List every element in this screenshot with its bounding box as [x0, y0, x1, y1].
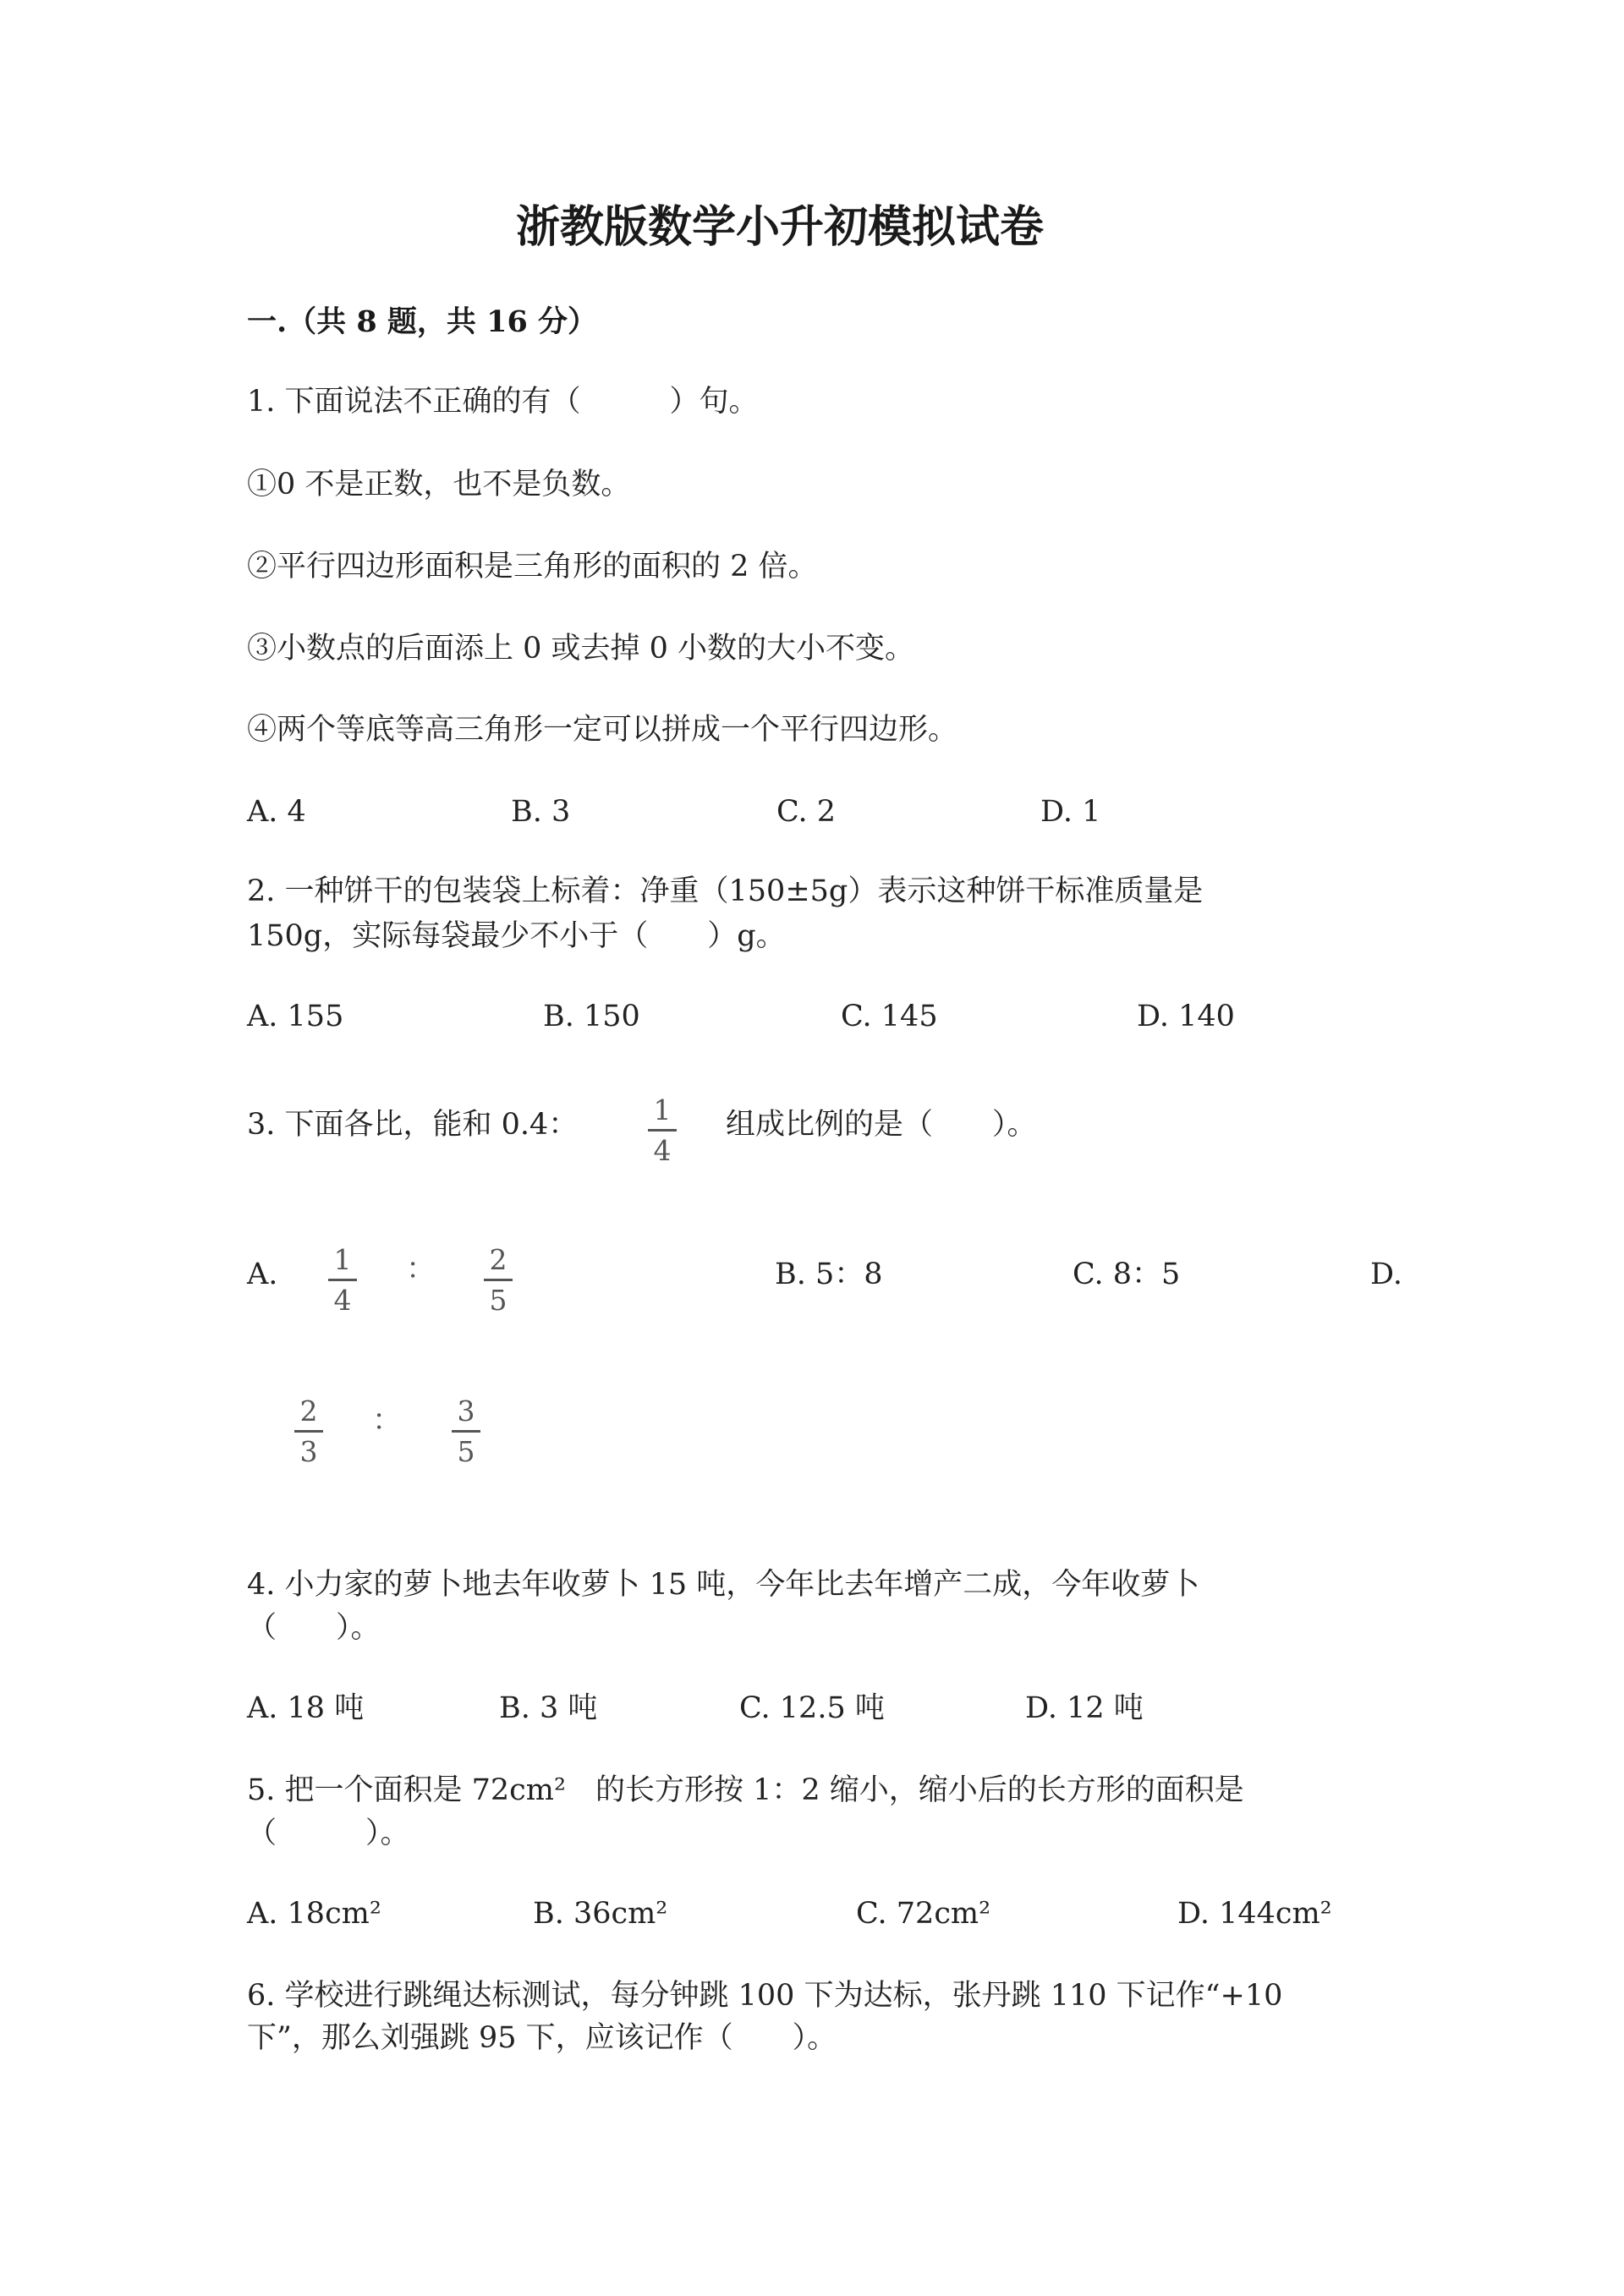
option-d: D. 140 — [1137, 1000, 1235, 1033]
option-a: A. 155 — [247, 1000, 344, 1033]
question-stem-line-2: 下”，那么刘强跳 95 下，应该记作（ ）。 — [247, 2021, 837, 2055]
option-c: C. 2 — [776, 795, 837, 829]
option-b: B. 3 吨 — [499, 1691, 598, 1725]
option-d: D. 144cm² — [1177, 1897, 1332, 1931]
question-stem-line-1: 6. 学校进行跳绳达标测试，每分钟跳 100 下为达标，张丹跳 110 下记作“+10 — [247, 1979, 1283, 2013]
section-heading: 一.（共 8 题，共 16 分） — [247, 304, 597, 339]
fraction-bar — [328, 1279, 357, 1281]
fraction-bar — [484, 1279, 513, 1281]
option-d-colon: ： — [372, 1404, 403, 1438]
fraction-bar — [294, 1430, 323, 1433]
fraction-denominator: 5 — [457, 1435, 475, 1468]
fraction-denominator: 4 — [653, 1134, 672, 1167]
option-b: B. 150 — [543, 1000, 640, 1033]
fraction-numerator: 2 — [489, 1243, 508, 1276]
fraction-bar — [452, 1430, 480, 1433]
question-stem-suffix: 组成比例的是（ ）。 — [726, 1108, 1037, 1142]
fraction-numerator: 2 — [299, 1395, 318, 1427]
option-a-fraction-2 — [484, 1243, 513, 1317]
statement: ③小数点的后面添上 0 或去掉 0 小数的大小不变。 — [247, 632, 915, 666]
fraction-bar — [648, 1129, 677, 1132]
option-a-label: A. — [247, 1258, 278, 1291]
question-stem-line-1: 2. 一种饼干的包装袋上标着：净重（150±5g）表示这种饼干标准质量是 — [247, 874, 1204, 908]
option-d: D. 12 吨 — [1025, 1691, 1144, 1725]
option-a-fraction-1 — [328, 1243, 357, 1317]
option-b: B. 36cm² — [533, 1897, 668, 1931]
fraction-denominator: 5 — [489, 1284, 508, 1317]
option-c: C. 145 — [841, 1000, 938, 1033]
fraction-numerator: 1 — [653, 1093, 672, 1126]
option-a: A. 4 — [247, 795, 306, 829]
question-stem-line-2: （ ）。 — [247, 1611, 381, 1645]
question-stem-line-1: 5. 把一个面积是 72cm² 的长方形按 1：2 缩小，缩小后的长方形的面积是 — [247, 1773, 1244, 1807]
statement: ④两个等底等高三角形一定可以拼成一个平行四边形。 — [247, 713, 958, 747]
stem-fraction — [648, 1093, 677, 1167]
question-stem-prefix: 3. 下面各比，能和 0.4： — [247, 1108, 579, 1142]
option-c: C. 12.5 吨 — [739, 1691, 885, 1725]
option-b: B. 5：8 — [775, 1258, 883, 1291]
page-title: 浙教版数学小升初模拟试卷 — [516, 201, 1045, 253]
option-d-fraction-1 — [294, 1397, 323, 1466]
question-stem-line-2: 150g，实际每袋最少不小于（ ）g。 — [247, 919, 786, 953]
statement: ②平行四边形面积是三角形的面积的 2 倍。 — [247, 550, 818, 584]
option-a: A. 18cm² — [247, 1897, 381, 1931]
option-d: D. 1 — [1040, 795, 1101, 829]
fraction-denominator: 3 — [299, 1435, 318, 1468]
fraction-denominator: 4 — [333, 1284, 352, 1317]
fraction-numerator: 3 — [457, 1395, 475, 1427]
option-c: C. 72cm² — [856, 1897, 991, 1931]
question-stem-line-2: （ ）。 — [247, 1817, 410, 1850]
statement: ①0 不是正数，也不是负数。 — [247, 468, 631, 501]
option-d-label: D. — [1370, 1258, 1402, 1291]
option-c: C. 8：5 — [1073, 1258, 1181, 1291]
option-a-colon: ： — [406, 1252, 436, 1286]
question-stem-line-1: 4. 小力家的萝卜地去年收萝卜 15 吨，今年比去年增产二成，今年收萝卜 — [247, 1568, 1200, 1602]
option-a: A. 18 吨 — [247, 1691, 365, 1725]
question-stem: 1. 下面说法不正确的有（ ）句。 — [247, 385, 759, 419]
option-d-fraction-2 — [452, 1397, 480, 1466]
option-b: B. 3 — [511, 795, 571, 829]
fraction-numerator: 1 — [333, 1243, 352, 1276]
